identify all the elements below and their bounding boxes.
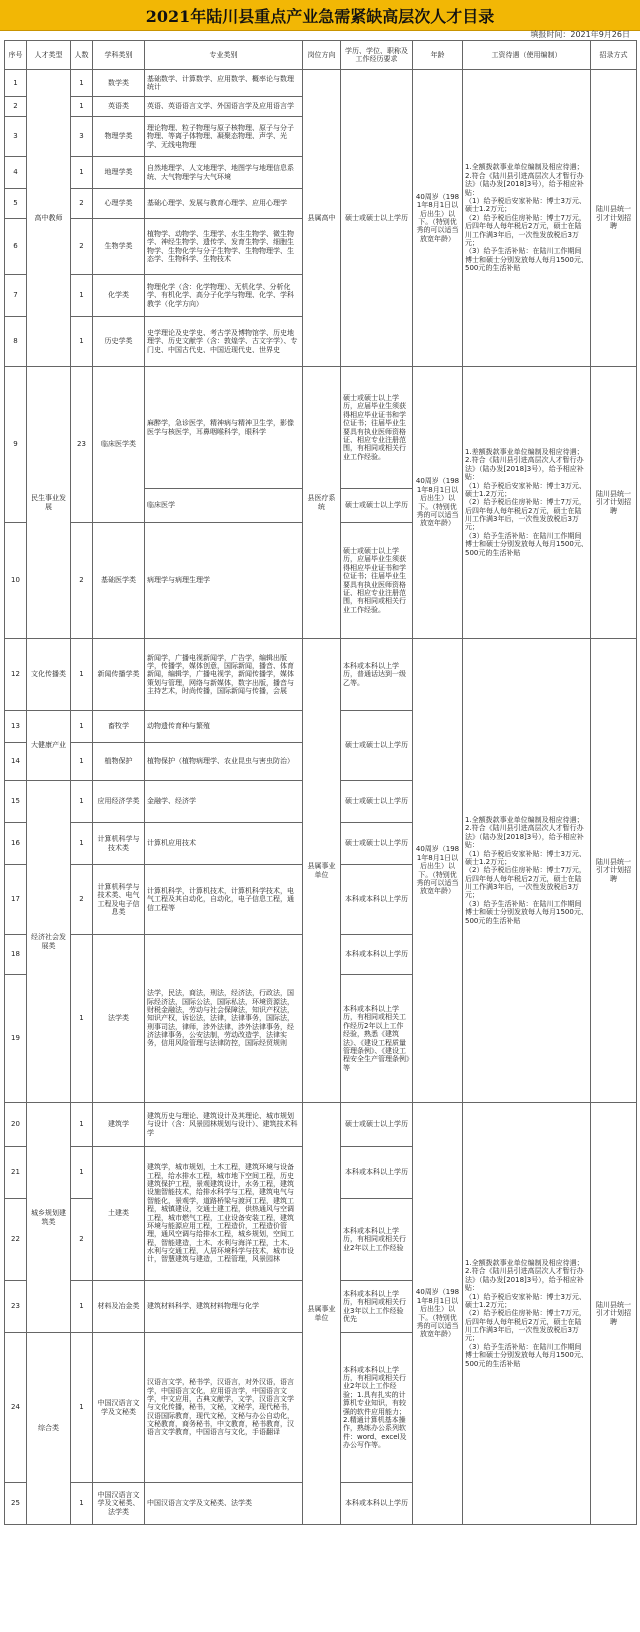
cell-count: 1 bbox=[71, 1333, 93, 1483]
header-education: 学历、学位、职称及工作经历要求 bbox=[341, 41, 413, 70]
cell-discipline: 地理学类 bbox=[93, 157, 145, 189]
cell-education: 硕士或硕士以上学历 bbox=[341, 711, 413, 781]
cell-discipline: 植物保护 bbox=[93, 743, 145, 781]
cell-count: 2 bbox=[71, 189, 93, 219]
cell-education: 本科或本科以上学历，普通话达到一级乙等。 bbox=[341, 639, 413, 711]
header-position: 岗位方向 bbox=[303, 41, 341, 70]
cell-count: 2 bbox=[71, 865, 93, 935]
header-discipline: 学科类别 bbox=[93, 41, 145, 70]
cell-major: 病理学与病理生理学 bbox=[145, 523, 303, 639]
cell-talent-type: 文化传播类 bbox=[27, 639, 71, 711]
cell-count: 1 bbox=[71, 711, 93, 743]
cell-major: 麻醉学，急诊医学，精神病与精神卫生学，影像医学与核医学，耳鼻咽喉科学，眼科学 bbox=[145, 367, 303, 489]
header-major: 专业类别 bbox=[145, 41, 303, 70]
cell-talent-type: 城乡规划建筑类 bbox=[27, 1103, 71, 1333]
cell-major: 基础心理学、发展与教育心理学、应用心理学 bbox=[145, 189, 303, 219]
cell-major: 建筑学，城市规划，土木工程，建筑环境与设备工程，给水排水工程，城市地下空间工程，历史建筑保护工程，景观建筑设计，水务工程，建筑设施智能技术，给排水科学与工程，建筑电气与智能化，景观学，道路桥梁与渡河工程，建筑工程，城镇建设，交通土建工程，供热通风与空调工程，城市燃气工程，工业设备安装工程，建筑环境与能源应用工程，工程造价，工程造价管理，通风空调与给排水工程，城乡规划，空间工程，智能建造，土木、水利与海洋工程，土木、水利与交通工程，人居环境科学与技术，城市设计，智慧建筑与建造，工程管理，风景园林 bbox=[145, 1147, 303, 1281]
cell-no: 5 bbox=[5, 189, 27, 219]
cell-no: 14 bbox=[5, 743, 27, 781]
talent-table bbox=[4, 40, 637, 1525]
cell-discipline: 临床医学类 bbox=[93, 367, 145, 523]
cell-major: 动物遗传育种与繁殖 bbox=[145, 711, 303, 743]
cell-count: 1 bbox=[71, 157, 93, 189]
cell-recruit: 陆川县统一引才计划招聘 bbox=[591, 639, 637, 1103]
cell-no: 21 bbox=[5, 1147, 27, 1199]
cell-education: 本科或本科以上学历，有相同或相关行业2年以上工作经验 bbox=[341, 1199, 413, 1281]
cell-major: 临床医学 bbox=[145, 489, 303, 523]
cell-no: 4 bbox=[5, 157, 27, 189]
cell-count: 1 bbox=[71, 1147, 93, 1199]
cell-no: 3 bbox=[5, 117, 27, 157]
cell-count: 2 bbox=[71, 523, 93, 639]
cell-count: 1 bbox=[71, 935, 93, 1103]
cell-count: 1 bbox=[71, 639, 93, 711]
cell-education: 硕士或硕士以上学历，应届毕业生须获得相应毕业证书和学位证书；往届毕业生要具有执业医师资格证、相应专业注册范围，有相同或相关行业工作经验。 bbox=[341, 367, 413, 489]
cell-education: 本科或本科以上学历 bbox=[341, 935, 413, 975]
cell-position: 县属事业单位 bbox=[303, 639, 341, 1103]
cell-no: 19 bbox=[5, 975, 27, 1103]
table-row bbox=[5, 639, 637, 711]
cell-count: 1 bbox=[71, 743, 93, 781]
table-row bbox=[5, 70, 637, 97]
cell-major: 史学理论及史学史、考古学及博物馆学、历史地理学、历史文献学（含：敦煌学、古文字学）、专门史、中国古代史、中国近现代史、世界史 bbox=[145, 317, 303, 367]
cell-no: 24 bbox=[5, 1333, 27, 1483]
cell-education: 硕士或硕士以上学历，应届毕业生须获得相应毕业证书和学位证书；往届毕业生要具有执业医师资格证、相应专业注册范围，有相同或相关行业工作经验。 bbox=[341, 523, 413, 639]
cell-discipline: 化学类 bbox=[93, 275, 145, 317]
cell-count: 1 bbox=[71, 781, 93, 823]
cell-discipline: 应用经济学类 bbox=[93, 781, 145, 823]
cell-discipline: 中国汉语言文学及文秘类 bbox=[93, 1333, 145, 1483]
cell-discipline: 材料及冶金类 bbox=[93, 1281, 145, 1333]
cell-discipline: 数学类 bbox=[93, 70, 145, 97]
cell-major: 法学，民法，商法，刑法，经济法，行政法，国际经济法，国际公法，国际私法，环境资源法，财税金融法，劳动与社会保障法，知识产权法，知识产权，诉讼法，法律，法律事务，国际法，刑事司法，律师，涉外法律，涉外法律事务，经济法律事务，公安法制，劳动改造学，法律实务，信用风险管理与法律防控，国际经贸规则 bbox=[145, 935, 303, 1103]
cell-no: 6 bbox=[5, 219, 27, 275]
cell-major: 金融学、经济学 bbox=[145, 781, 303, 823]
cell-no: 16 bbox=[5, 823, 27, 865]
cell-discipline: 心理学类 bbox=[93, 189, 145, 219]
cell-no: 2 bbox=[5, 97, 27, 117]
cell-major: 计算机应用技术 bbox=[145, 823, 303, 865]
cell-discipline: 英语类 bbox=[93, 97, 145, 117]
cell-education: 本科或本科以上学历，有相同或相关工作经历2年以上工作经验，熟悉《建筑法》、《建设工程质量管理条例》、《建设工程安全生产管理条例》等 bbox=[341, 975, 413, 1103]
cell-salary: 1.全额拨款事业单位编制及相应待遇； 2.符合《陆川县引进高层次人才暂行办法》（陆办发[2018]3号），给予相应补贴： （1）给予税后安家补贴：博士3万元、硕士1.2万元； （2）给予税后住房补贴：博士7万元，后四年每人每年税后2万元，硕士在陆川工作满3年后，一次性发放税后3万元； （3）给予生活补贴：在陆川工作期间博士和硕士分别发放每人每月1500元、500元的生活补贴 bbox=[463, 70, 591, 367]
cell-no: 25 bbox=[5, 1483, 27, 1525]
cell-major: 新闻学，广播电视新闻学，广告学，编辑出版学，传播学，媒体创意，国际新闻，播音、体育新闻，编辑学，广播电视学，新闻传播学，媒体策划与管理，网络与新媒体，数字出版，播音与主持艺术，时尚传播，国际新闻与传播，会展 bbox=[145, 639, 303, 711]
cell-count: 1 bbox=[71, 1483, 93, 1525]
cell-major: 植物学、动物学、生理学、水生生物学、微生物学、神经生物学、遗传学、发育生物学、细胞生物学、生物化学与分子生物学、生物物理学、生态学、生物科学、生物技术 bbox=[145, 219, 303, 275]
header-age: 年龄 bbox=[413, 41, 463, 70]
cell-talent-type: 综合类 bbox=[27, 1333, 71, 1525]
cell-count: 2 bbox=[71, 219, 93, 275]
title-banner bbox=[0, 0, 640, 31]
cell-age: 40周岁（1981年8月1日以后出生）以下。（特别优秀的可以适当放宽年龄） bbox=[413, 367, 463, 639]
table-row bbox=[5, 1103, 637, 1147]
cell-major: 自然地理学、人文地理学、地图学与地理信息系统、大气物理学与大气环境 bbox=[145, 157, 303, 189]
header-no: 序号 bbox=[5, 41, 27, 70]
cell-education: 本科或本科以上学历 bbox=[341, 865, 413, 935]
cell-discipline: 历史学类 bbox=[93, 317, 145, 367]
document-title: 2021年陆川县重点产业急需紧缺高层次人才目录 bbox=[145, 6, 495, 26]
cell-no: 1 bbox=[5, 70, 27, 97]
cell-education: 本科或本科以上学历，有相同或相关行业3年以上工作经验优先 bbox=[341, 1281, 413, 1333]
cell-discipline: 计算机科学与技术类、电气工程及电子信息类 bbox=[93, 865, 145, 935]
cell-count: 1 bbox=[71, 1281, 93, 1333]
cell-major: 基础数学、计算数学、应用数学、概率论与数理统计 bbox=[145, 70, 303, 97]
cell-recruit: 陆川县统一引才计划招聘 bbox=[591, 367, 637, 639]
cell-discipline: 中国汉语言文学及文秘类、法学类 bbox=[93, 1483, 145, 1525]
cell-major: 汉语言文学，秘书学，汉语言，对外汉语，语言学，中国语言文化，应用语言学，中国语言文学，中文应用，古典文献学，文学，汉语言文学与文化传播，秘书，文秘，文秘学，现代秘书，汉语国际教育，现代文秘，文秘与办公自动化，文秘教育，商务秘书，中文教育，秘书教育，汉语言文学教育，中国语言与文化，手语翻译 bbox=[145, 1333, 303, 1483]
cell-position: 县属高中 bbox=[303, 70, 341, 367]
cell-count: 1 bbox=[71, 823, 93, 865]
cell-salary: 1.差额拨款事业单位编制及相应待遇； 2.符合《陆川县引进高层次人才暂行办法》（陆办发[2018]3号），给予相应补贴： （1）给予税后安家补贴：博士3万元、硕士1.2万元； （2）给予税后住房补贴：博士7万元，后四年每人每年税后2万元，硕士在陆川工作满3年后，一次性发放税后3万元； （3）给予生活补贴：在陆川工作期间博士和硕士分别发放每人每月1500元、500元的生活补贴 bbox=[463, 367, 591, 639]
cell-discipline: 新闻传播学类 bbox=[93, 639, 145, 711]
cell-discipline: 生物学类 bbox=[93, 219, 145, 275]
cell-education: 硕士或硕士以上学历 bbox=[341, 823, 413, 865]
cell-education: 硕士或硕士以上学历 bbox=[341, 70, 413, 367]
cell-discipline: 建筑学 bbox=[93, 1103, 145, 1147]
cell-no: 18 bbox=[5, 935, 27, 975]
header-salary: 工资待遇（使用编制） bbox=[463, 41, 591, 70]
header-talent-type: 人才类型 bbox=[27, 41, 71, 70]
table-row bbox=[5, 367, 637, 489]
cell-discipline: 物理学类 bbox=[93, 117, 145, 157]
header-recruit: 招录方式 bbox=[591, 41, 637, 70]
table-header-row bbox=[5, 41, 637, 70]
cell-discipline: 基础医学类 bbox=[93, 523, 145, 639]
cell-discipline: 畜牧学 bbox=[93, 711, 145, 743]
cell-talent-type: 经济社会发展类 bbox=[27, 781, 71, 1103]
cell-discipline: 法学类 bbox=[93, 935, 145, 1103]
cell-count: 1 bbox=[71, 317, 93, 367]
cell-no: 17 bbox=[5, 865, 27, 935]
cell-discipline: 计算机科学与技术类 bbox=[93, 823, 145, 865]
cell-talent-type: 民生事业发展 bbox=[27, 367, 71, 639]
cell-major: 中国汉语言文学及文秘类、法学类 bbox=[145, 1483, 303, 1525]
cell-no: 20 bbox=[5, 1103, 27, 1147]
cell-count: 1 bbox=[71, 275, 93, 317]
cell-count: 2 bbox=[71, 1199, 93, 1281]
cell-count: 1 bbox=[71, 70, 93, 97]
cell-count: 3 bbox=[71, 117, 93, 157]
cell-talent-type: 高中教师 bbox=[27, 70, 71, 367]
header-count: 人数 bbox=[71, 41, 93, 70]
cell-education: 本科或本科以上学历，有相同或相关行业2年以上工作经验；1.具有扎实的计算机专业知识，有较强的软件应用能力；2.精通计算机基本操作，熟练办公系列软件：word、excel及办公写作等。 bbox=[341, 1333, 413, 1483]
cell-no: 15 bbox=[5, 781, 27, 823]
cell-major: 植物保护（植物病理学、农业昆虫与害虫防治） bbox=[145, 743, 303, 781]
cell-salary: 1.全额拨款事业单位编制及相应待遇； 2.符合《陆川县引进高层次人才暂行办法》（陆办发[2018]3号），给予相应补贴： （1）给予税后安家补贴：博士3万元、硕士1.2万元； （2）给予税后住房补贴：博士7万元，后四年每人每年税后2万元，硕士在陆川工作满3年后，一次性发放税后3万元； （3）给予生活补贴：在陆川工作期间博士和硕士分别发放每人每月1500元、500元的生活补贴 bbox=[463, 1103, 591, 1525]
cell-no: 7 bbox=[5, 275, 27, 317]
cell-education: 本科或本科以上学历 bbox=[341, 1483, 413, 1525]
cell-age: 40周岁（1981年8月1日以后出生）以下。（特别优秀的可以适当放宽年龄） bbox=[413, 639, 463, 1103]
cell-age: 40周岁（1981年8月1日以后出生）以下。（特别优秀的可以适当放宽年龄） bbox=[413, 70, 463, 367]
cell-salary: 1.全额拨款事业单位编制及相应待遇； 2.符合《陆川县引进高层次人才暂行办法》（陆办发[2018]3号），给予相应补贴： （1）给予税后安家补贴：博士3万元、硕士1.2万元； （2）给予税后住房补贴：博士7万元，后四年每人每年税后2万元，硕士在陆川工作满3年后，一次性发放税后3万元； （3）给予生活补贴：在陆川工作期间博士和硕士分别发放每人每月1500元、500元的生活补贴 bbox=[463, 639, 591, 1103]
cell-position: 县属事业单位 bbox=[303, 1103, 341, 1525]
cell-no: 10 bbox=[5, 523, 27, 639]
cell-major: 物理化学（含：化学物理）、无机化学、分析化学、有机化学、高分子化学与物理、化学、学科教学（化学方向） bbox=[145, 275, 303, 317]
cell-recruit: 陆川县统一引才计划招聘 bbox=[591, 1103, 637, 1525]
cell-education: 硕士或硕士以上学历 bbox=[341, 489, 413, 523]
cell-major: 理论物理、粒子物理与原子核物理、原子与分子物理、等离子体物理、凝聚态物理、声学、光学、无线电物理 bbox=[145, 117, 303, 157]
cell-count: 1 bbox=[71, 97, 93, 117]
cell-major: 计算机科学，计算机技术，计算机科学技术，电气工程及其自动化，自动化，电子信息工程，通信工程等 bbox=[145, 865, 303, 935]
cell-count: 1 bbox=[71, 1103, 93, 1147]
cell-count: 23 bbox=[71, 367, 93, 523]
cell-no: 13 bbox=[5, 711, 27, 743]
cell-no: 8 bbox=[5, 317, 27, 367]
cell-major: 英语、英语语言文学、外国语言学及应用语言学 bbox=[145, 97, 303, 117]
cell-no: 9 bbox=[5, 367, 27, 523]
cell-education: 硕士或硕士以上学历 bbox=[341, 781, 413, 823]
cell-recruit: 陆川县统一引才计划招聘 bbox=[591, 70, 637, 367]
cell-major: 建筑历史与理论、建筑设计及其理论、城市规划与设计（含：风景园林规划与设计）、建筑技术科学 bbox=[145, 1103, 303, 1147]
cell-education: 本科或本科以上学历 bbox=[341, 1147, 413, 1199]
cell-position: 县医疗系统 bbox=[303, 367, 341, 639]
cell-no: 22 bbox=[5, 1199, 27, 1281]
cell-age: 40周岁（1981年8月1日以后出生）以下。（特别优秀的可以适当放宽年龄） bbox=[413, 1103, 463, 1525]
filled-time: 填报时间：2021年9月26日 bbox=[530, 30, 630, 39]
cell-education: 硕士或硕士以上学历 bbox=[341, 1103, 413, 1147]
cell-no: 12 bbox=[5, 639, 27, 711]
cell-major: 建筑材料科学、建筑材料物理与化学 bbox=[145, 1281, 303, 1333]
cell-discipline: 土建类 bbox=[93, 1147, 145, 1281]
cell-talent-type: 大健康产业 bbox=[27, 711, 71, 781]
cell-no: 23 bbox=[5, 1281, 27, 1333]
